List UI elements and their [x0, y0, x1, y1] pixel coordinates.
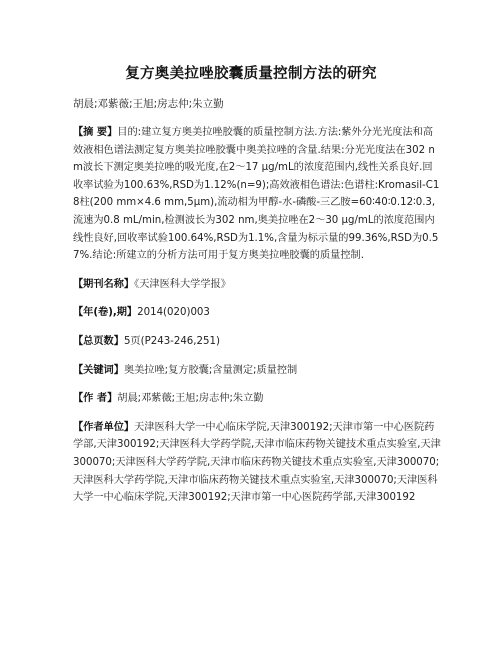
keywords-text: 奥美拉唑;复方胶囊;含量测定;质量控制: [123, 364, 298, 376]
authors-label: 【作 者】: [73, 393, 118, 405]
authors-section: [73, 390, 441, 408]
keywords-section: [73, 362, 441, 380]
pages-label: 【总页数】: [73, 335, 124, 347]
affiliations-label: 【作者单位】: [73, 421, 135, 433]
metadata-body: [73, 124, 441, 518]
keywords-label: 【关键词】: [73, 364, 124, 376]
abstract-label: 【摘 要】: [73, 127, 118, 138]
journal-label: 【期刊名称】: [73, 278, 135, 290]
author-list: 胡晨;邓紫薇;王旭;房志仲;朱立勤: [73, 98, 224, 110]
pages-text: 5页(P243-246,251): [123, 335, 220, 347]
abstract-text: 目的:建立复方奥美拉唑胶囊的质量控制方法.方法:紫外分光光度法和高效液相色谱法测定复方奥美拉唑胶囊中奥美拉唑的含量.结果:分光光度法在302 nm波长下测定奥美拉唑的吸光度,在2～17 μg/mL的浓度范围内,线性关系良好.回收率试验为100.63%,RSD为1.12%(n=9);高效液相色谱法:色谱柱:Kromasil-C18柱(200 mm×4.6 mm,5μm),流动相为甲醇-水-磷酸-三乙胺=60∶40∶0.12∶0.3,流速为0.8 mL/min,检测波长为302 nm,奥美拉唑在2～30 μg/mL的浓度范围内线性良好,回收率试验100.64%,RSD为1.1%,含量为标示量的99.36%,RSD为0.57%.结论:所建立的分析方法可用于复方奥美拉唑胶囊的质量控制.: [73, 127, 440, 262]
journal-text: 《天津医科大学学报》: [134, 278, 231, 290]
year-issue-text: 2014(020)003: [137, 307, 210, 319]
abstract-section: [73, 124, 441, 265]
paper-title: 复方奥美拉唑胶囊质量控制方法的研究: [125, 66, 377, 82]
affiliations-text: 天津医科大学一中心临床学院,天津300192;天津市第一中心医院药学部,天津300192;天津医科大学药学院,天津市临床药物关键技术重点实验室,天津300070;天津医科大学药学院,天津市临床药物关键技术重点实验室,天津300070;天津医科大学药学院,天津市临床药物关键技术重点实验室,天津300070;天津医科大学一中心临床学院,天津300192;天津市第一中心医院药学部,天津300192: [73, 421, 441, 504]
pages-section: [73, 333, 441, 351]
year-issue-section: [73, 304, 441, 322]
affiliations-section: [73, 419, 441, 507]
journal-section: [73, 276, 441, 294]
year-issue-label: 【年(卷),期】: [73, 307, 138, 319]
authors-text: 胡晨;邓紫薇;王旭;房志仲;朱立勤: [117, 393, 264, 405]
